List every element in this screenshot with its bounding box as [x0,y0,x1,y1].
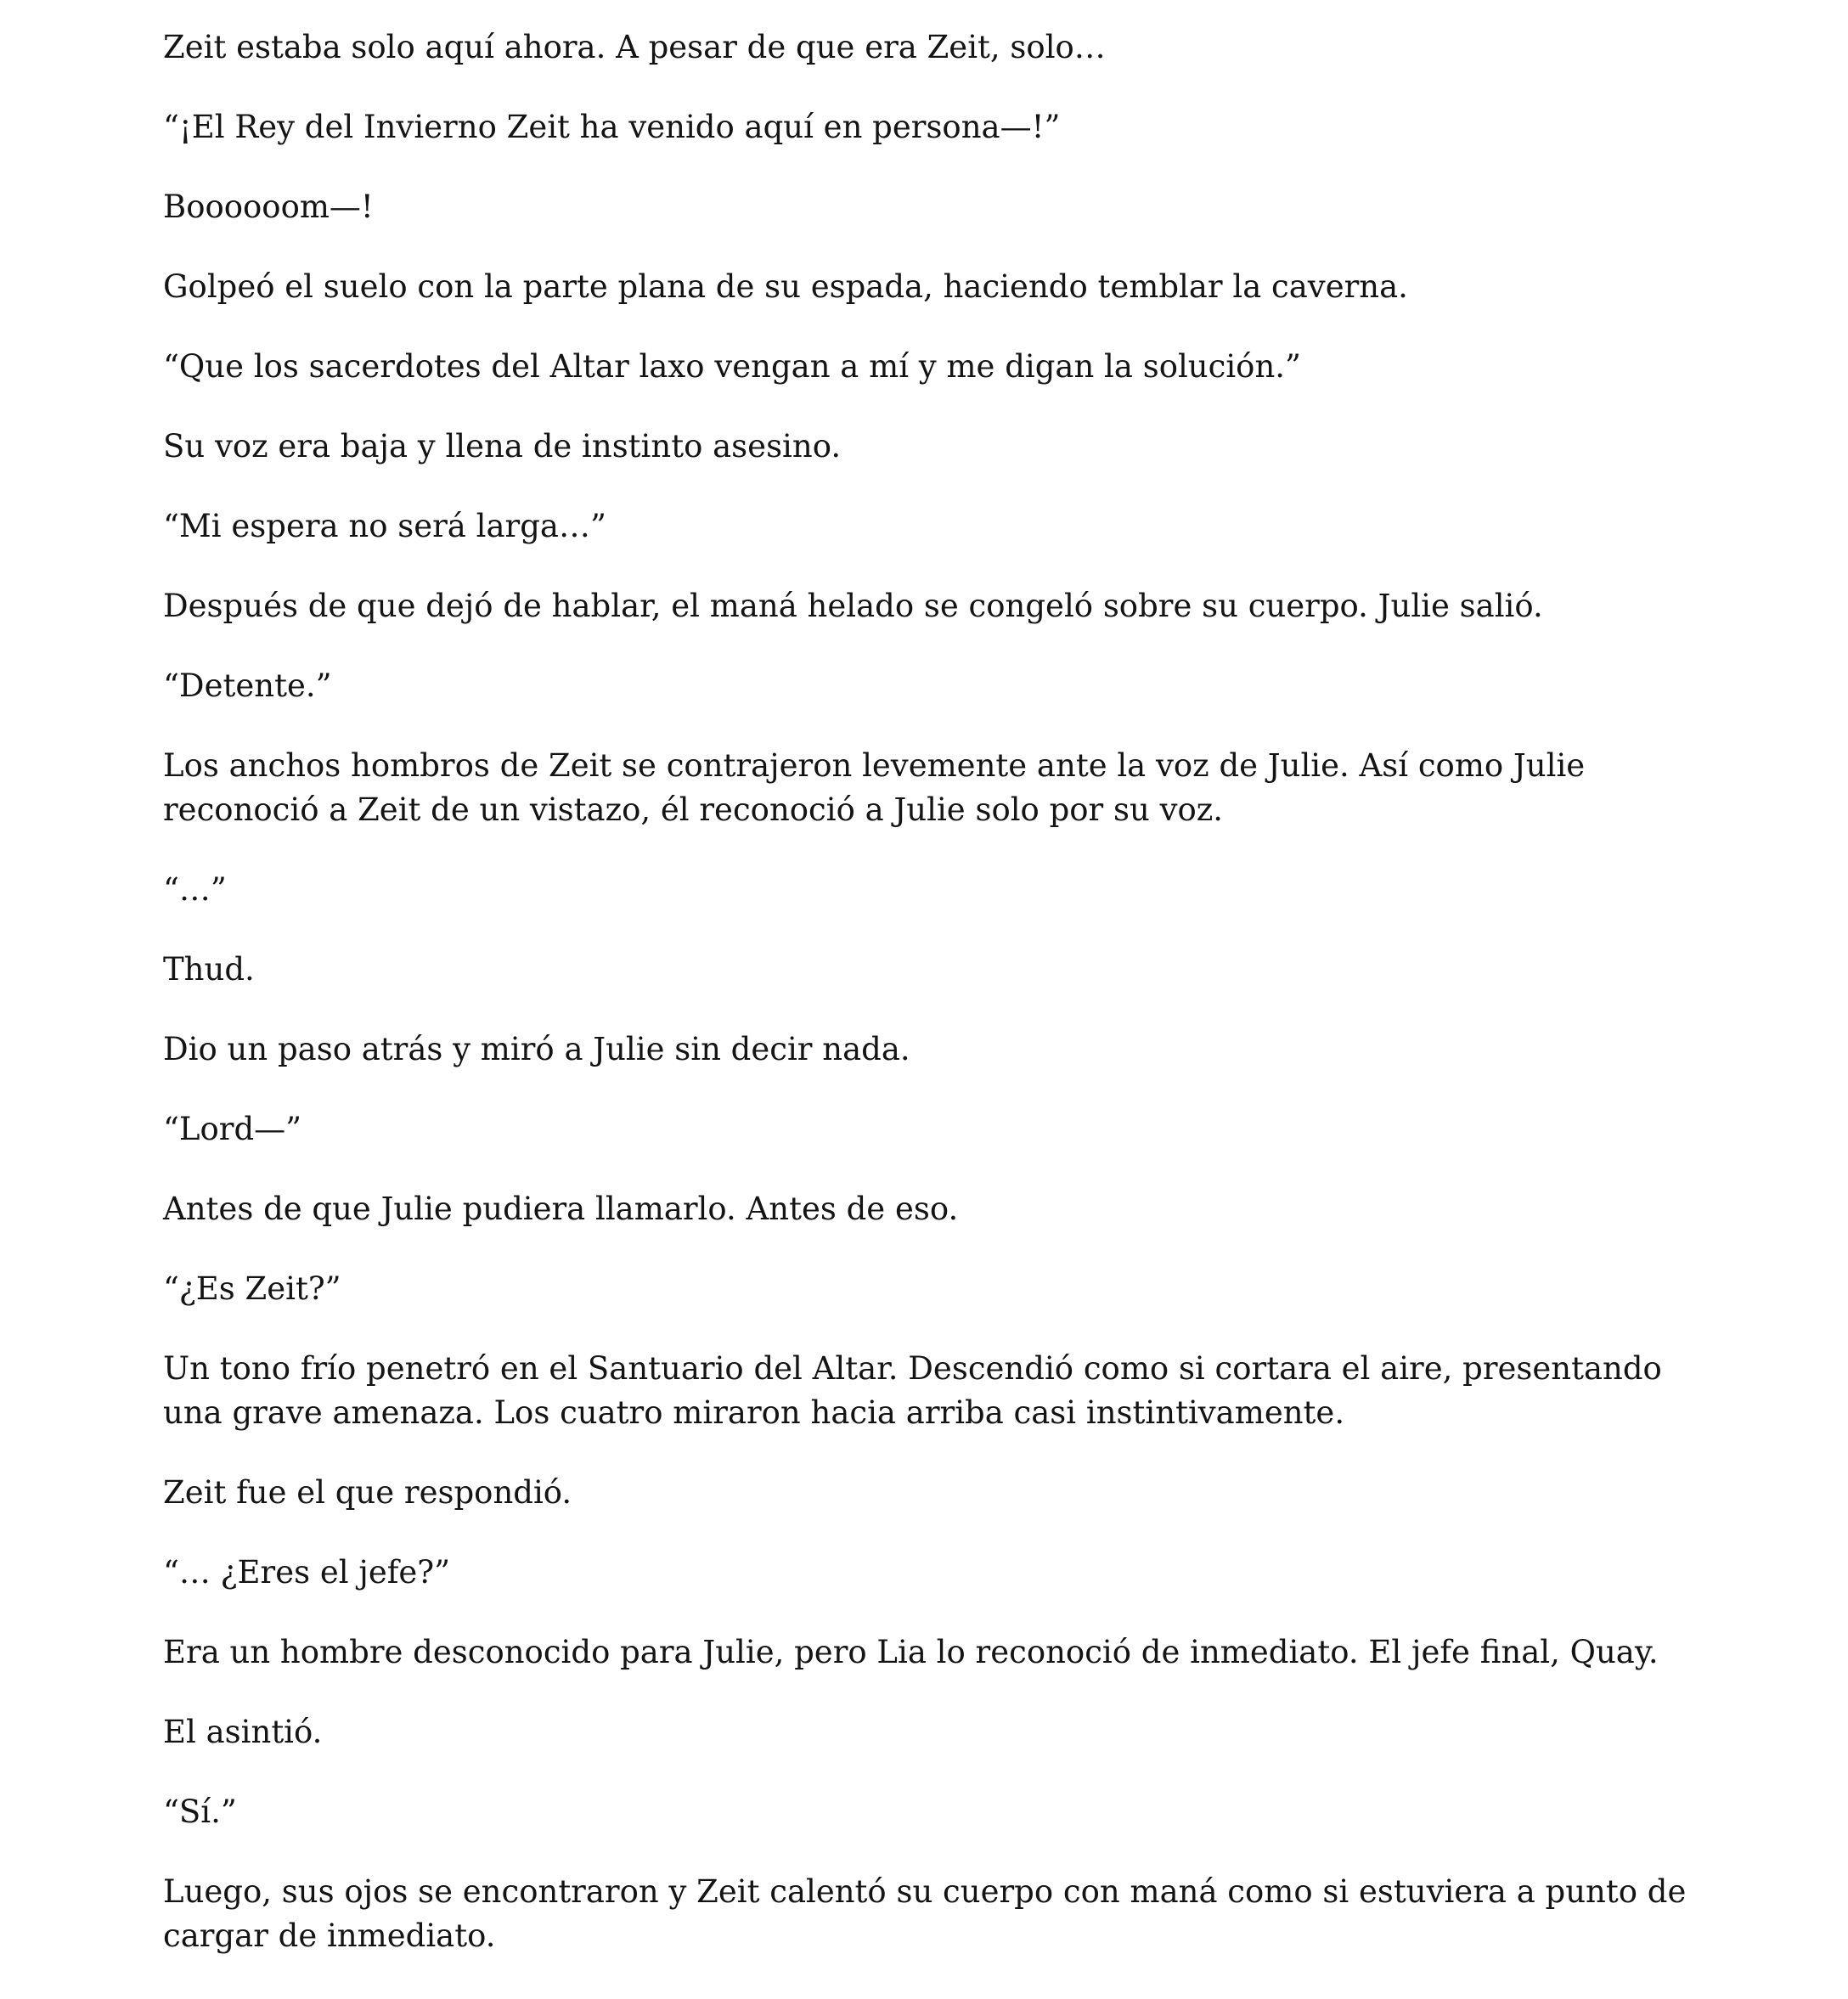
document-page [163,25,1717,1994]
paragraph: “Lord—” [163,1111,302,1147]
paragraph: “Que los sacerdotes del Altar laxo vengan a mí y me digan la solución.” [163,348,1301,385]
paragraph: “…” [163,871,227,908]
paragraph: “… ¿Eres el jefe?” [163,1554,451,1591]
paragraph: “Sí.” [163,1793,237,1830]
paragraph: Era un hombre desconocido para Julie, pero Lia lo reconoció de inmediato. El jefe final, Quay. [163,1634,1659,1670]
paragraph: Dio un paso atrás y miró a Julie sin decir nada. [163,1031,910,1067]
paragraph: Un tono frío penetró en el Santuario del Altar. Descendió como si cortara el aire, presentando una grave amenaza. Los cuatro miraron hacia arriba casi instintivamente. [163,1350,1662,1431]
paragraph: “¡El Rey del Invierno Zeit ha venido aquí en persona—!” [163,109,1061,145]
paragraph: Zeit fue el que respondió. [163,1474,572,1511]
paragraph: Thud. [163,951,255,988]
paragraph: Después de que dejó de hablar, el maná helado se congeló sobre su cuerpo. Julie salió. [163,588,1543,624]
paragraph: Golpeó el suelo con la parte plana de su espada, haciendo temblar la caverna. [163,268,1408,305]
paragraph: “Mi espera no será larga…” [163,508,606,544]
paragraph: “¿Es Zeit?” [163,1270,341,1307]
paragraph: “Detente.” [163,667,332,704]
paragraph: Boooooom—! [163,189,374,225]
paragraph: Luego, sus ojos se encontraron y Zeit calentó su cuerpo con maná como si estuviera a punto de cargar de inmediato. [163,1873,1687,1954]
paragraph: Antes de que Julie pudiera llamarlo. Antes de eso. [163,1191,959,1227]
paragraph: Su voz era baja y llena de instinto asesino. [163,428,842,465]
paragraph: El asintió. [163,1714,323,1750]
paragraph: Los anchos hombros de Zeit se contrajeron levemente ante la voz de Julie. Así como Julie reconoció a Zeit de un vistazo, él reconoció a Julie solo por su voz. [163,747,1586,828]
paragraph: Zeit estaba solo aquí ahora. A pesar de que era Zeit, solo… [163,29,1106,65]
